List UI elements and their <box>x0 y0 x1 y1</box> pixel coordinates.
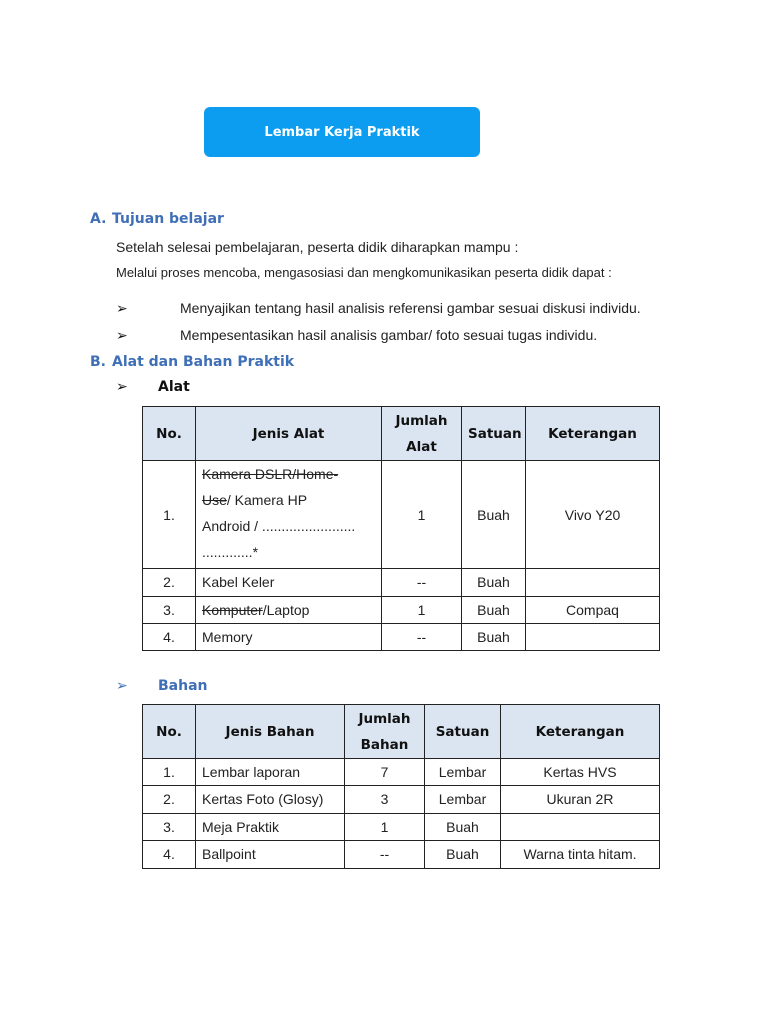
cell-no: 4. <box>143 841 196 869</box>
table-row <box>143 569 660 597</box>
cell-no: 3. <box>143 597 196 624</box>
cell-jenis: Kertas Foto (Glosy) <box>196 786 345 814</box>
header-satuan: Satuan <box>462 407 526 461</box>
table-row <box>143 461 660 569</box>
table-header-row <box>143 705 660 759</box>
table-row <box>143 841 660 869</box>
worksheet-title-banner <box>204 107 480 157</box>
header-jumlah-line2: Bahan <box>360 736 409 753</box>
alat-subheading <box>116 379 190 395</box>
section-a-heading <box>90 211 224 227</box>
cell-satuan: Buah <box>462 597 526 624</box>
cell-satuan: Buah <box>462 569 526 597</box>
cell-jumlah: 7 <box>345 759 425 786</box>
cell-satuan: Lembar <box>425 786 501 814</box>
cell-jenis: Ballpoint <box>196 841 345 869</box>
header-jumlah-line1: Jumlah <box>358 710 411 727</box>
header-jenis-alat: Jenis Alat <box>196 407 382 461</box>
cell-keterangan <box>526 624 660 651</box>
arrow-bullet-icon: ➢ <box>116 678 128 694</box>
arrow-bullet-icon: ➢ <box>116 379 128 395</box>
cell-jumlah: -- <box>345 841 425 869</box>
cell-satuan: Buah <box>425 841 501 869</box>
cell-satuan: Buah <box>462 461 526 569</box>
list-item-text: Mempesentasikan hasil analisis gambar/ foto sesuai tugas individu. <box>180 327 598 343</box>
section-b-title: Alat dan Bahan Praktik <box>112 354 295 370</box>
section-b-letter: B. <box>90 354 106 370</box>
cell-no: 2. <box>143 569 196 597</box>
header-jumlah-line1: Jumlah <box>395 412 448 429</box>
section-b-heading <box>90 354 294 370</box>
cell-no: 4. <box>143 624 196 651</box>
arrow-bullet-icon: ➢ <box>116 327 128 343</box>
bahan-table <box>142 704 660 869</box>
header-jenis-bahan: Jenis Bahan <box>196 705 345 759</box>
cell-text: Android / ........................ <box>202 518 356 534</box>
cell-keterangan: Kertas HVS <box>501 759 660 786</box>
cell-text: .............* <box>202 544 259 560</box>
section-a-letter: A. <box>90 211 107 227</box>
cell-jumlah: -- <box>382 569 462 597</box>
cell-no: 1. <box>143 759 196 786</box>
header-keterangan: Keterangan <box>526 407 660 461</box>
header-no: No. <box>143 705 196 759</box>
table-row <box>143 814 660 841</box>
table-row <box>143 597 660 624</box>
cell-jenis: Memory <box>196 624 382 651</box>
cell-satuan: Buah <box>425 814 501 841</box>
header-jumlah-line2: Alat <box>406 438 437 455</box>
cell-satuan: Lembar <box>425 759 501 786</box>
list-item <box>116 327 597 344</box>
section-a-intro: Setelah selesai pembelajaran, peserta didik diharapkan mampu : <box>116 239 519 255</box>
alat-table <box>142 406 660 651</box>
alat-title: Alat <box>158 379 190 395</box>
cell-jumlah: 1 <box>382 597 462 624</box>
cell-keterangan: Vivo Y20 <box>526 461 660 569</box>
cell-keterangan <box>526 569 660 597</box>
cell-no: 2. <box>143 786 196 814</box>
header-jumlah-bahan <box>345 705 425 759</box>
bahan-title: Bahan <box>158 678 208 694</box>
cell-text: /Laptop <box>262 602 310 618</box>
header-no: No. <box>143 407 196 461</box>
cell-satuan: Buah <box>462 624 526 651</box>
cell-text: / Kamera HP <box>226 492 308 508</box>
header-keterangan: Keterangan <box>501 705 660 759</box>
cell-jumlah: 3 <box>345 786 425 814</box>
table-row <box>143 759 660 786</box>
cell-keterangan: Warna tinta hitam. <box>501 841 660 869</box>
cell-jumlah: -- <box>382 624 462 651</box>
header-satuan: Satuan <box>425 705 501 759</box>
worksheet-title: Lembar Kerja Praktik <box>264 124 420 140</box>
cell-jenis <box>196 597 382 624</box>
section-a-intro2: Melalui proses mencoba, mengasosiasi dan mengkomunikasikan peserta didik dapat : <box>116 265 612 280</box>
table-row <box>143 624 660 651</box>
section-a-title: Tujuan belajar <box>112 211 224 227</box>
table-header-row <box>143 407 660 461</box>
cell-no: 1. <box>143 461 196 569</box>
list-item-text: Menyajikan tentang hasil analisis referensi gambar sesuai diskusi individu. <box>180 300 641 316</box>
header-jumlah-alat <box>382 407 462 461</box>
bahan-subheading <box>116 678 208 694</box>
cell-no: 3. <box>143 814 196 841</box>
cell-jenis <box>196 461 382 569</box>
cell-jenis: Kabel Keler <box>196 569 382 597</box>
arrow-bullet-icon: ➢ <box>116 300 128 316</box>
cell-keterangan: Ukuran 2R <box>501 786 660 814</box>
cell-keterangan: Compaq <box>526 597 660 624</box>
struck-text: Kamera DSLR/Home- <box>202 466 339 482</box>
table-row <box>143 786 660 814</box>
struck-text: Komputer <box>202 602 263 618</box>
cell-jumlah: 1 <box>345 814 425 841</box>
cell-jenis: Lembar laporan <box>196 759 345 786</box>
struck-text: Use <box>202 492 227 508</box>
cell-jenis: Meja Praktik <box>196 814 345 841</box>
cell-jumlah: 1 <box>382 461 462 569</box>
list-item <box>116 300 641 317</box>
cell-keterangan <box>501 814 660 841</box>
